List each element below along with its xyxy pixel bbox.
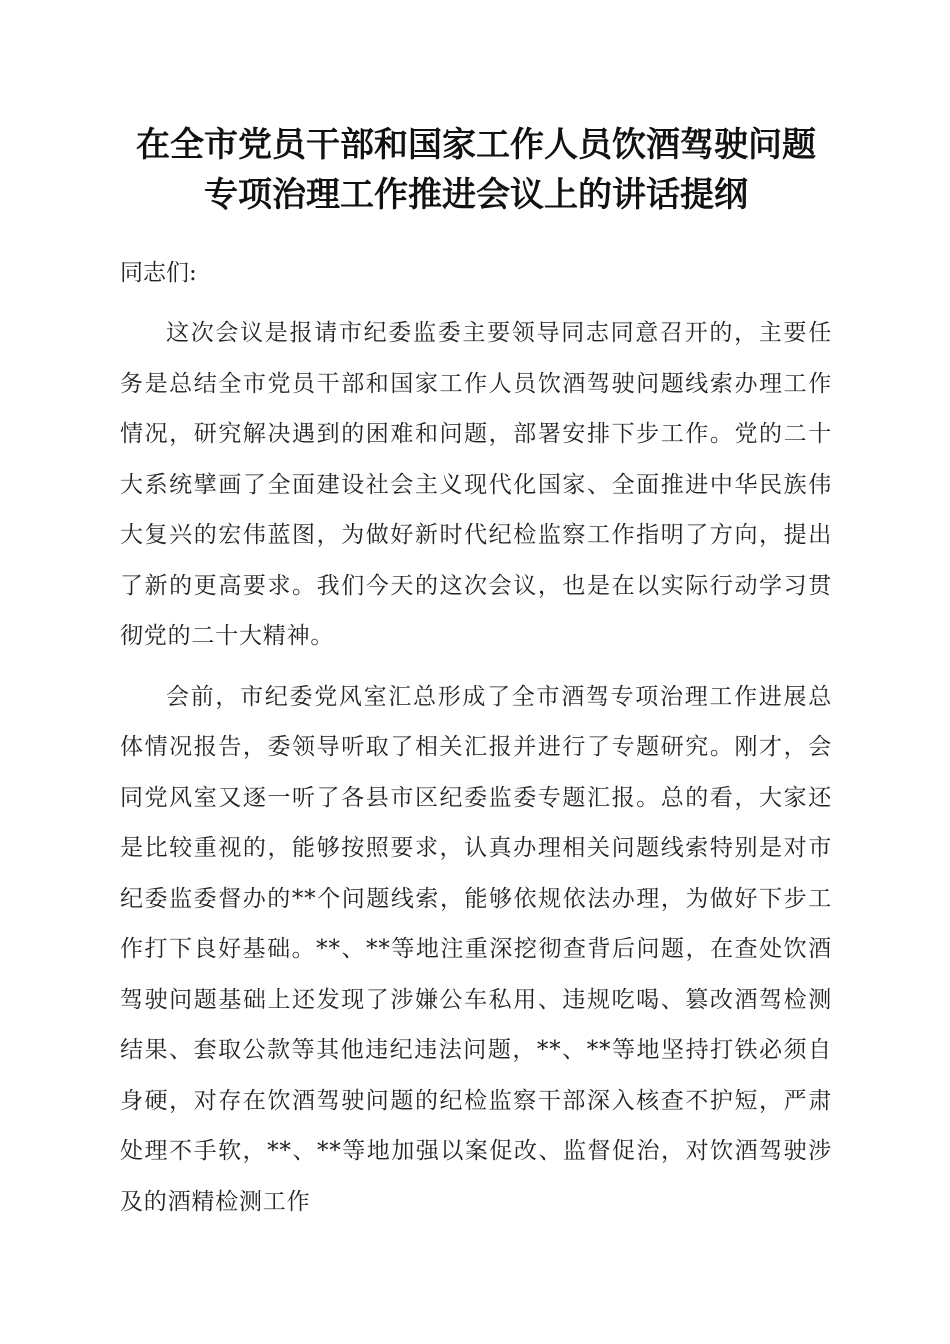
paragraph-2: 会前，市纪委党风室汇总形成了全市酒驾专项治理工作进展总体情况报告，委领导听取了相关汇报并进行了专题研究。刚才，会同党风室又逐一听了各县市区纪委监委专题汇报。总的看，大家还是比较重视的，能够按照要求，认真办理相关问题线索特别是对市纪委监委督办的**个问题线索，能够依规依法办理，为做好下步工作打下良好基础。**、**等地注重深挖彻查背后问题，在查处饮酒驾驶问题基础上还发现了涉嫌公车私用、违规吃喝、篡改酒驾检测结果、套取公款等其他违纪违法问题，**、**等地坚持打铁必须自身硬，对存在饮酒驾驶问题的纪检监察干部深入核查不护短，严肃处理不手软，**、**等地加强以案促改、监督促治，对饮酒驾驶涉及的酒精检测工作 (120, 683, 832, 1215)
paragraph-1: 这次会议是报请市纪委监委主要领导同志同意召开的，主要任务是总结全市党员干部和国家工作人员饮酒驾驶问题线索办理工作情况，研究解决遇到的困难和问题，部署安排下步工作。党的二十大系统擘画了全面建设社会主义现代化国家、全面推进中华民族伟大复兴的宏伟蓝图，为做好新时代纪检监察工作指明了方向，提出了新的更高要求。我们今天的这次会议，也是在以实际行动学习贯彻党的二十大精神。 (120, 320, 832, 649)
title-line-1: 在全市党员干部和国家工作人员饮酒驾驶问题 (136, 125, 816, 165)
document-title (120, 120, 832, 220)
title-line-2: 专项治理工作推进会议上的讲话提纲 (204, 175, 748, 215)
salutation: 同志们: (120, 260, 197, 286)
